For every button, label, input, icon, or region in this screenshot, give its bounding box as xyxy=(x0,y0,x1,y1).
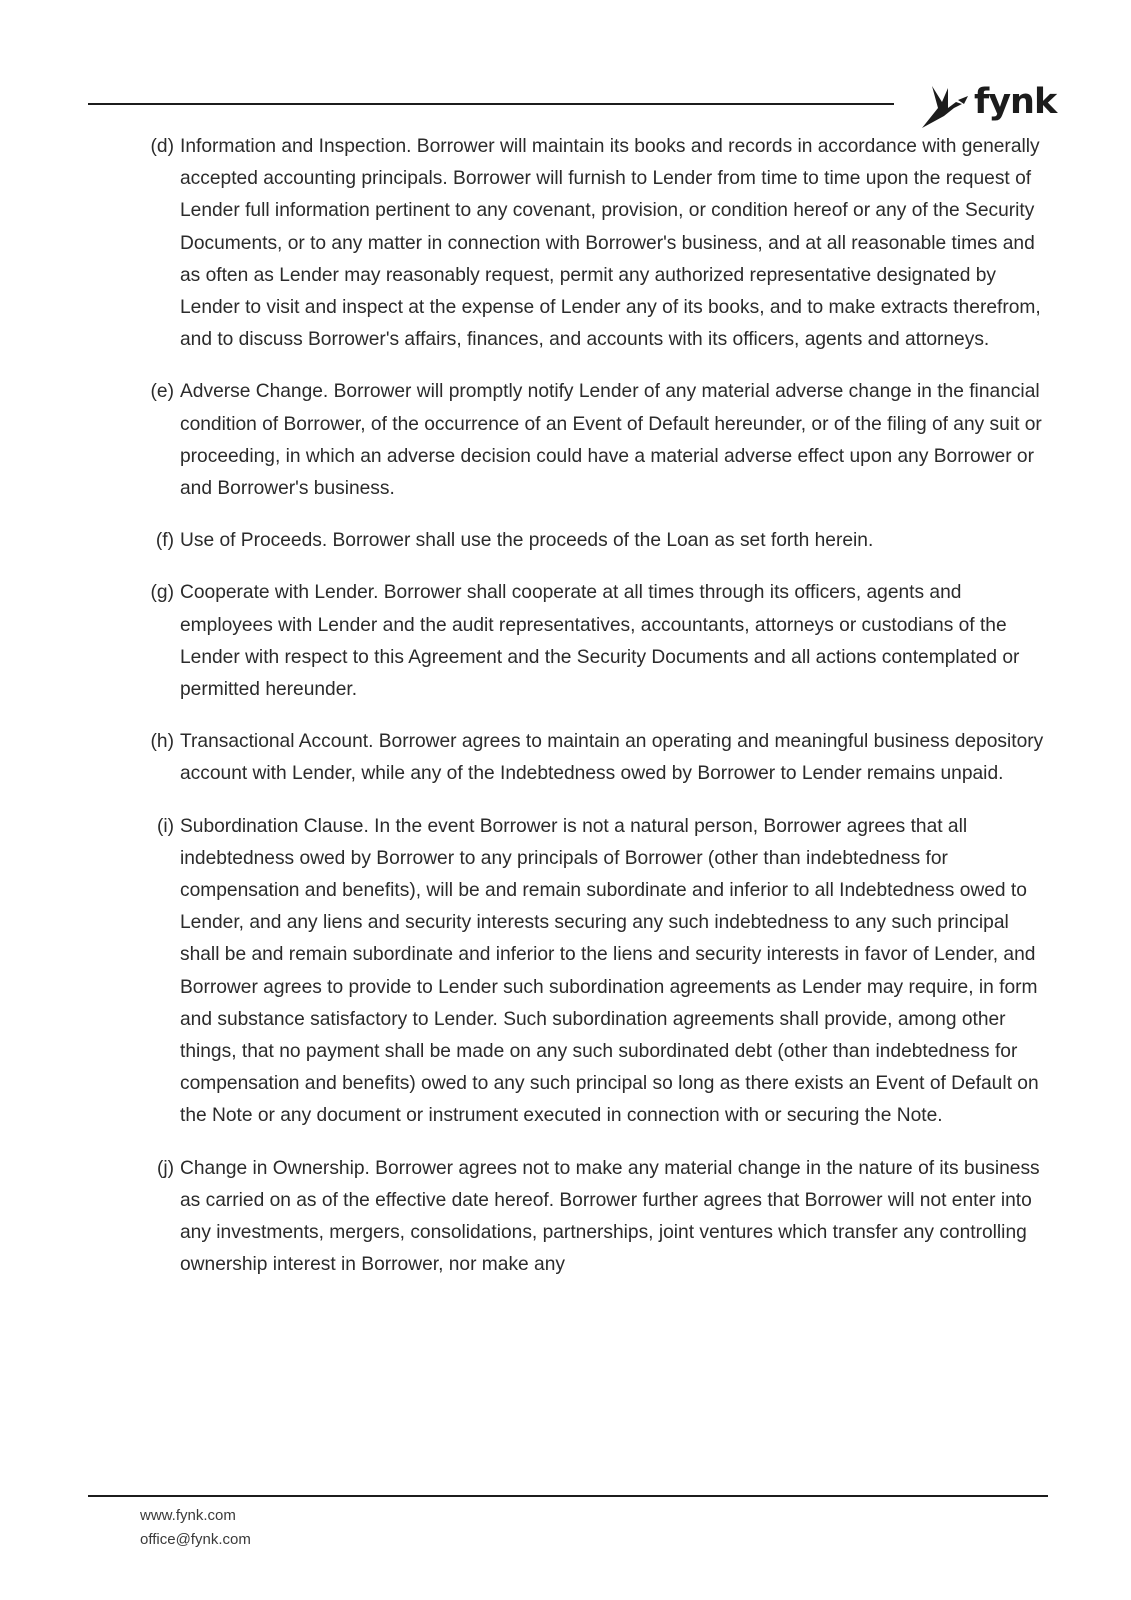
clause-text: Use of Proceeds. Borrower shall use the proceeds of the Loan as set forth herein. xyxy=(180,530,874,552)
clause-d xyxy=(0,131,1048,356)
clause-marker: (h) xyxy=(150,731,174,753)
clause-h xyxy=(0,726,1048,790)
footer-email: office@fynk.com xyxy=(140,1531,251,1548)
clause-text: Information and Inspection. Borrower will maintain its books and records in accordance with generally accepted accounting principals. Borrower will furnish to Lender from time to time upon the request of Lender full information pertinent to any covenant, provision, or condition hereof or any of the Security Documents, or to any matter in connection with Borrower's business, and at all reasonable times and as often as Lender may reasonably request, permit any authorized representative designated by Lender to visit and inspect at the expense of Lender any of its books, and to make extracts therefrom, and to discuss Borrower's affairs, finances, and accounts with its officers, agents and attorneys. xyxy=(180,136,1041,351)
clause-list xyxy=(0,131,1131,1302)
clause-text: Change in Ownership. Borrower agrees not to make any material change in the nature of its business as carried on as of the effective date hereof. Borrower further agrees that Borrower will not enter into any investments, mergers, consolidations, partnerships, joint ventures which transfer any controlling ownership interest in Borrower, nor make any xyxy=(180,1157,1040,1276)
clause-text: Cooperate with Lender. Borrower shall cooperate at all times through its officers, agents and employees with Lender and the audit representatives, accountants, attorneys or custodians of the Lender with respect to this Agreement and the Security Documents and all actions contemplated or permitted hereunder. xyxy=(180,582,1020,701)
footer-website: www.fynk.com xyxy=(140,1507,236,1524)
clause-g xyxy=(0,577,1048,706)
footer xyxy=(140,1504,251,1552)
brand-name: fynk xyxy=(974,82,1057,122)
clause-f xyxy=(0,525,1048,557)
footer-rule xyxy=(88,1495,1048,1497)
brand-logo xyxy=(918,78,1057,134)
clause-text: Transactional Account. Borrower agrees to maintain an operating and meaningful business depository account with Lender, while any of the Indebtedness owed by Borrower to Lender remains unpaid. xyxy=(180,731,1044,785)
header-rule xyxy=(88,103,894,105)
clause-marker: (d) xyxy=(150,136,174,157)
clause-text: Subordination Clause. In the event Borrower is not a natural person, Borrower agrees that all indebtedness owed by Borrower to any principals of Borrower (other than indebtedness for compensation and benefits), will be and remain subordinate and inferior to all Indebtedness owed to Lender, and any liens and security interests securing any such indebtedness to any such principal shall be and remain subordinate and inferior to the liens and security interests in favor of Lender, and Borrower agrees to provide to Lender such subordination agreements as Lender may require, in form and substance satisfactory to Lender. Such subordination agreements shall provide, among other things, that no payment shall be made on any such subordinated debt (other than indebtedness for compensation and benefits) owed to any such principal so long as there exists an Event of Default on the Note or any document or instrument executed in connection with or securing the Note. xyxy=(180,815,1039,1127)
clause-e xyxy=(0,376,1048,505)
clause-i xyxy=(0,811,1048,1133)
clause-text: Adverse Change. Borrower will promptly notify Lender of any material adverse change in the financial condition of Borrower, of the occurrence of an Event of Default hereunder, or of the filing of any suit or proceeding, in which an adverse decision could have a material adverse effect upon any Borrower or and Borrower's business. xyxy=(180,381,1042,500)
clause-marker: (f) xyxy=(155,530,174,552)
clause-marker: (e) xyxy=(150,381,174,403)
clause-marker: (j) xyxy=(156,1157,174,1179)
clause-j xyxy=(0,1153,1048,1282)
clause-marker: (g) xyxy=(150,582,174,604)
bird-icon xyxy=(918,78,974,132)
clause-marker: (i) xyxy=(156,815,174,837)
